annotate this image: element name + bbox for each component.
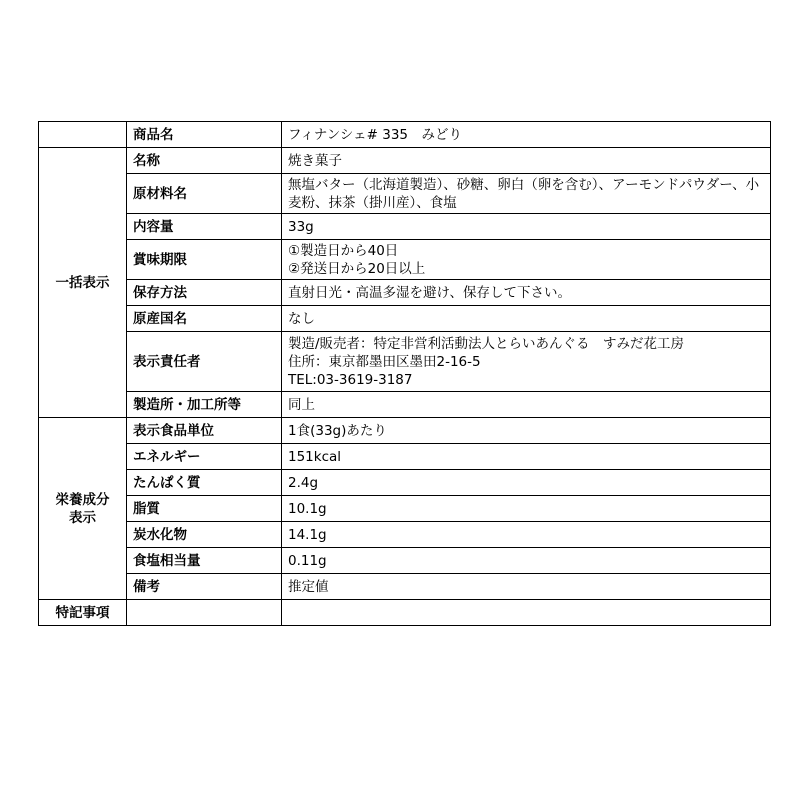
ikkatsu-group-label: 一括表示 (39, 148, 127, 418)
row-key: 脂質 (127, 496, 282, 522)
row-key: たんぱく質 (127, 470, 282, 496)
product-name-row (39, 122, 771, 148)
row-value: 2.4g (282, 470, 771, 496)
table-row (39, 574, 771, 600)
table-row (39, 214, 771, 240)
special-notes-key: 特記事項 (39, 600, 127, 626)
product-name-key: 商品名 (127, 122, 282, 148)
nutrition-group-label: 栄養成分 表示 (39, 418, 127, 600)
row-value: 1食(33g)あたり (282, 418, 771, 444)
table-row (39, 174, 771, 214)
special-notes-value (282, 600, 771, 626)
row-key: 名称 (127, 148, 282, 174)
row-key: 賞味期限 (127, 240, 282, 280)
table-row (39, 470, 771, 496)
row-key: 表示責任者 (127, 332, 282, 392)
product-name-value: フィナンシェ# 335 みどり (282, 122, 771, 148)
row-key: 内容量 (127, 214, 282, 240)
row-key: 原産国名 (127, 306, 282, 332)
row-value: 製造/販売者：特定非営利活動法人とらいあんぐる すみだ花工房 住所：東京都墨田区墨田2-16-5 TEL:03-3619-3187 (282, 332, 771, 392)
table-row (39, 522, 771, 548)
table-row (39, 418, 771, 444)
row-key: 食塩相当量 (127, 548, 282, 574)
table-row (39, 306, 771, 332)
row-value: 直射日光・高温多湿を避け、保存して下さい。 (282, 280, 771, 306)
table-row (39, 392, 771, 418)
table-row (39, 280, 771, 306)
table-row (39, 548, 771, 574)
row-value: 10.1g (282, 496, 771, 522)
row-key: 原材料名 (127, 174, 282, 214)
row-value: 無塩バター（北海道製造）、砂糖、卵白（卵を含む）、アーモンドパウダー、小麦粉、抹茶（掛川産）、食塩 (282, 174, 771, 214)
table-row (39, 240, 771, 280)
row-key: 表示食品単位 (127, 418, 282, 444)
row-key: 炭水化物 (127, 522, 282, 548)
row-value: 33g (282, 214, 771, 240)
row-key: 製造所・加工所等 (127, 392, 282, 418)
empty-cell (39, 122, 127, 148)
row-value: 14.1g (282, 522, 771, 548)
row-key: 備考 (127, 574, 282, 600)
row-key: エネルギー (127, 444, 282, 470)
row-value: 推定値 (282, 574, 771, 600)
food-label-table (38, 121, 771, 626)
row-value: 焼き菓子 (282, 148, 771, 174)
row-value: ①製造日から40日 ②発送日から20日以上 (282, 240, 771, 280)
table-row (39, 496, 771, 522)
table-row (39, 148, 771, 174)
row-key: 保存方法 (127, 280, 282, 306)
row-value: なし (282, 306, 771, 332)
table-row (39, 332, 771, 392)
row-value: 同上 (282, 392, 771, 418)
table-row (39, 444, 771, 470)
empty-cell (127, 600, 282, 626)
row-value: 0.11g (282, 548, 771, 574)
special-notes-row (39, 600, 771, 626)
row-value: 151kcal (282, 444, 771, 470)
